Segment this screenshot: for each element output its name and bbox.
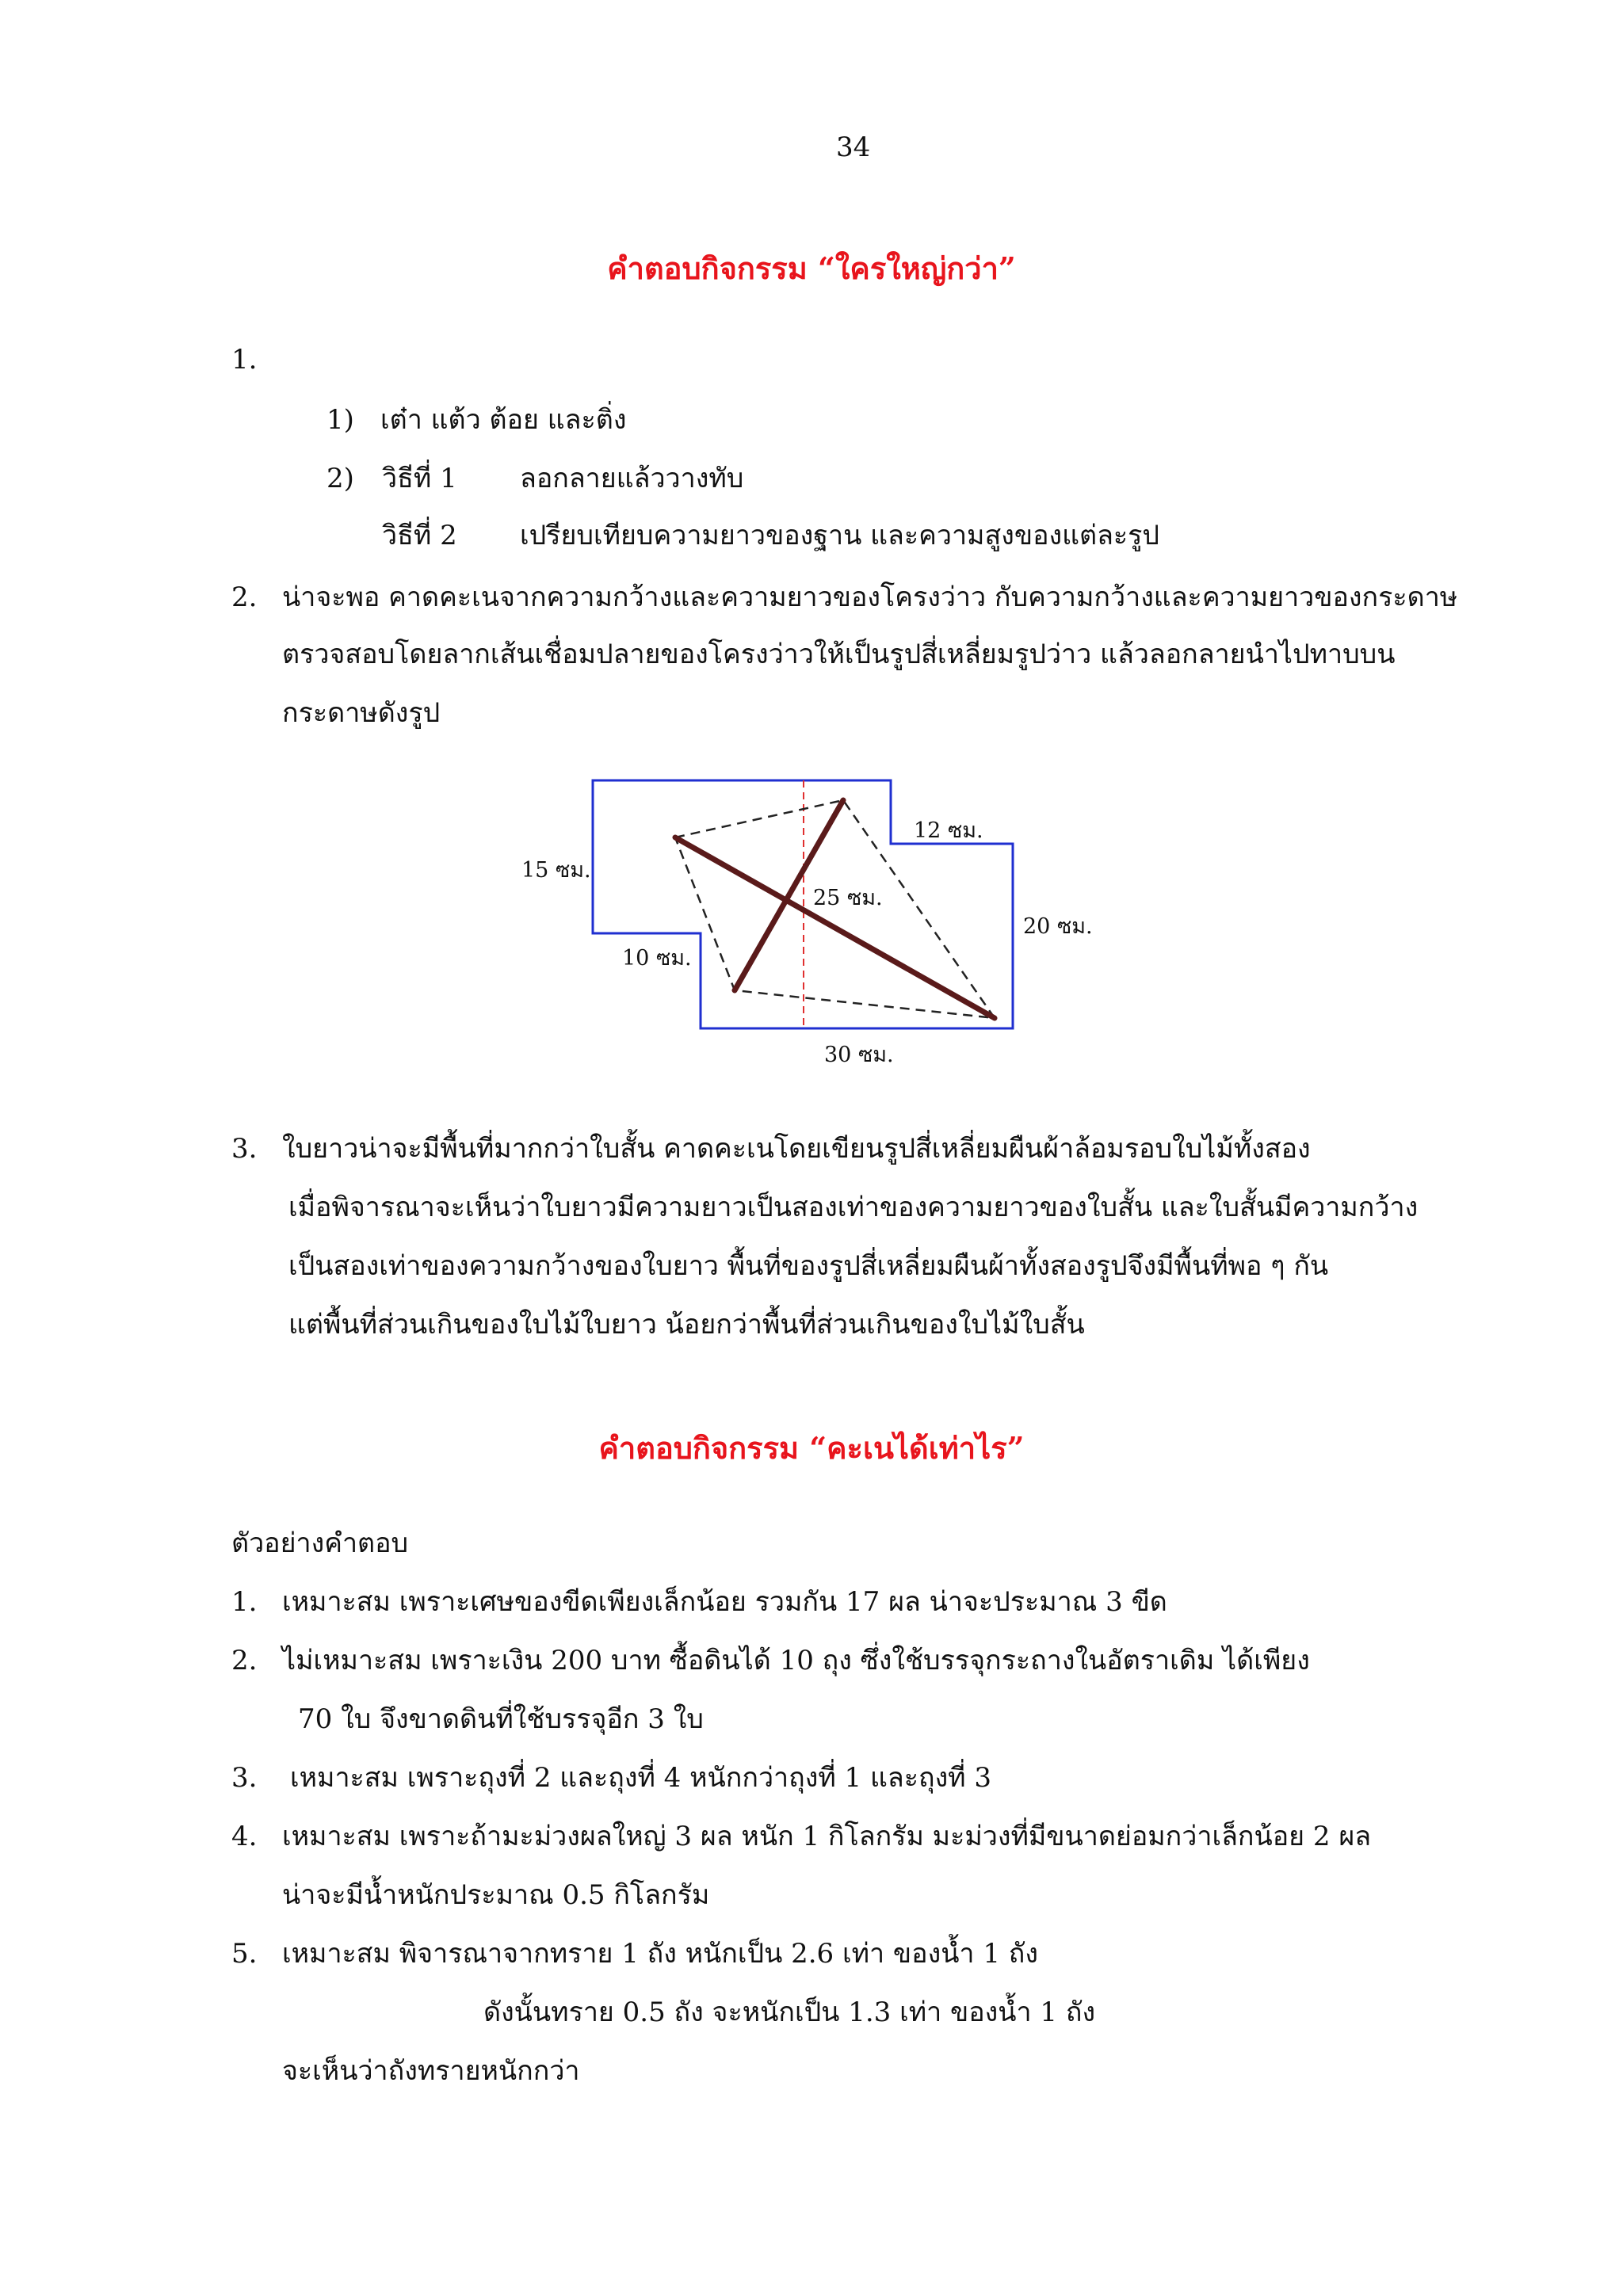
method-text: เปรียบเทียบความยาวของฐาน และความสูงของแต่ละรูป — [520, 520, 1160, 551]
answer-number: 1. — [231, 1586, 258, 1618]
label-bottom-left: 10 ซม. — [622, 946, 692, 971]
method-label: วิธีที่ 2 — [382, 520, 457, 551]
paragraph-line: เมื่อพิจารณาจะเห็นว่าใบยาวมีความยาวเป็นสองเท่าของความยาวของใบสั้น และใบสั้นมีความกว้าง — [288, 1192, 1419, 1223]
answer-number: 2. — [231, 1645, 258, 1676]
answer-line: น่าจะมีน้ำหนักประมาณ 0.5 กิโลกรัม — [282, 1879, 710, 1911]
label-right: 20 ซม. — [1023, 914, 1093, 939]
kite-stick-horizontal — [675, 837, 995, 1018]
item-number: 2. — [231, 582, 258, 613]
answer-line: ไม่เหมาะสม เพราะเงิน 200 บาท ซื้อดินได้ 10 ถุง ซึ่งใช้บรรจุกระถางในอัตราเดิม ได้เพียง — [282, 1645, 1310, 1676]
paragraph-line: ใบยาวน่าจะมีพื้นที่มากกว่าใบสั้น คาดคะเนโดยเขียนรูปสี่เหลี่ยมผืนผ้าล้อมรอบใบไม้ทั้งสอง — [282, 1133, 1311, 1165]
label-left: 15 ซม. — [521, 858, 591, 883]
sub-item-number: 1) — [327, 404, 354, 436]
item-number: 3. — [231, 1133, 258, 1165]
item-number: 1. — [231, 344, 258, 376]
answer-line: เหมาะสม เพราะถุงที่ 2 และถุงที่ 4 หนักกว่าถุงที่ 1 และถุงที่ 3 — [290, 1762, 992, 1794]
method-text: ลอกลายแล้ววางทับ — [520, 463, 744, 494]
sub-item-text: เต๋า แต้ว ต้อย และติ่ง — [380, 404, 627, 436]
label-top-right: 12 ซม. — [914, 818, 983, 843]
answer-line: เหมาะสม เพราะถ้ามะม่วงผลใหญ่ 3 ผล หนัก 1 กิโลกรัม มะม่วงที่มีขนาดย่อมกว่าเล็กน้อย 2 ผล — [282, 1821, 1372, 1852]
answer-line: ดังนั้นทราย 0.5 ถัง จะหนักเป็น 1.3 เท่า ของน้ำ 1 ถัง — [483, 1997, 1096, 2028]
paragraph-line: ตรวจสอบโดยลากเส้นเชื่อมปลายของโครงว่าวให้เป็นรูปสี่เหลี่ยมรูปว่าว แล้วลอกลายนำไปทาบบน — [282, 639, 1396, 670]
paragraph-line: กระดาษดังรูป — [282, 697, 441, 729]
page-number: 34 — [836, 132, 871, 163]
label-bottom: 30 ซม. — [824, 1043, 894, 1067]
method-label: วิธีที่ 1 — [382, 463, 457, 494]
answer-number: 4. — [231, 1821, 258, 1852]
paragraph-line: เป็นสองเท่าของความกว้างของใบยาว พื้นที่ของรูปสี่เหลี่ยมผืนผ้าทั้งสองรูปจึงมีพื้นที่พอ ๆ กัน — [288, 1250, 1329, 1282]
sub-item-number: 2) — [327, 463, 354, 494]
answer-line: จะเห็นว่าถังทรายหนักกว่า — [282, 2055, 580, 2087]
paragraph-line: แต่พื้นที่ส่วนเกินของใบไม้ใบยาว น้อยกว่าพื้นที่ส่วนเกินของใบไม้ใบสั้น — [288, 1309, 1085, 1341]
label-center: 25 ซม. — [813, 886, 883, 910]
section-title-who-is-bigger: คำตอบกิจกรรม “ใครใหญ่กว่า” — [607, 250, 1016, 286]
answer-number: 3. — [231, 1762, 258, 1794]
paragraph-line: น่าจะพอ คาดคะเนจากความกว้างและความยาวของโครงว่าว กับความกว้างและความยาวของกระดาษ — [282, 582, 1458, 613]
intro-text: ตัวอย่างคำตอบ — [231, 1527, 409, 1559]
answer-number: 5. — [231, 1938, 258, 1970]
answer-line: 70 ใบ จึงขาดดินที่ใช้บรรจุอีก 3 ใบ — [298, 1703, 704, 1735]
answer-line: เหมาะสม พิจารณาจากทราย 1 ถัง หนักเป็น 2.6 เท่า ของน้ำ 1 ถัง — [282, 1938, 1038, 1970]
answer-line: เหมาะสม เพราะเศษของขีดเพียงเล็กน้อย รวมกัน 17 ผล น่าจะประมาณ 3 ขีด — [282, 1586, 1167, 1618]
section-title-estimate: คำตอบกิจกรรม “คะเนได้เท่าไร” — [598, 1430, 1025, 1466]
